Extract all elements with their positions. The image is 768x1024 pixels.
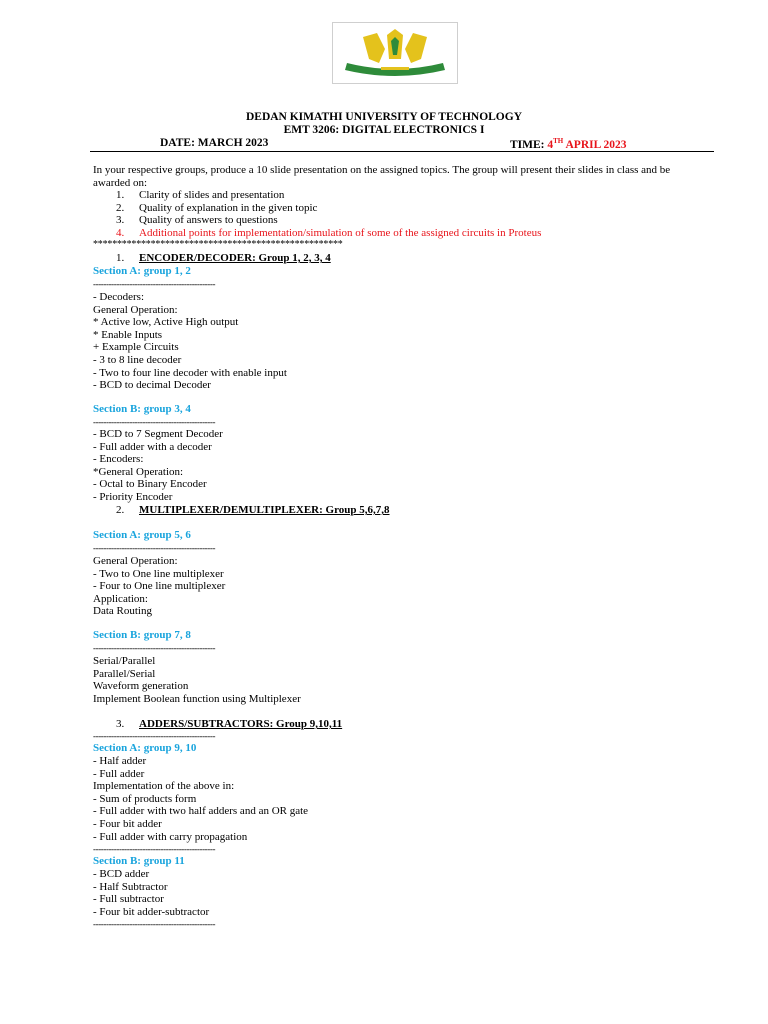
content-line: - Decoders:	[93, 291, 145, 303]
content-line: - 3 to 8 line decoder	[93, 353, 182, 366]
section-title: Section B: group 7, 8	[93, 629, 191, 641]
time-day: 4	[547, 138, 554, 151]
dash-separator: -----------------------------------------------	[93, 643, 216, 653]
section-content	[93, 755, 308, 843]
section-title: Section B: group 11	[93, 855, 185, 867]
content-line: - Four bit adder-subtractor	[93, 905, 210, 918]
instructions-paragraph: In your respective groups, produce a 10 slide presentation on the assigned topics. The group will present their slides in class and be awarded on:	[93, 164, 671, 189]
content-line: * Enable Inputs	[93, 328, 163, 341]
topic-heading-3: 3. ADDERS/SUBTRACTORS: Group 9,10,11	[116, 718, 343, 730]
content-line: - Half Subtractor	[93, 880, 168, 893]
section-title: Section B: group 3, 4	[93, 403, 191, 415]
content-line: - BCD adder	[93, 868, 150, 880]
content-line: - Four to One line multiplexer	[93, 580, 226, 593]
section-title: Section A: group 9, 10	[93, 742, 197, 754]
content-line: - BCD to 7 Segment Decoder	[93, 428, 223, 440]
header-divider	[90, 151, 714, 152]
dash-separator: -----------------------------------------------	[93, 417, 216, 427]
content-line: - Full adder	[93, 767, 145, 780]
topic-heading-2: 2. MULTIPLEXER/DEMULTIPLEXER: Group 5,6,7,8	[116, 504, 390, 516]
criterion-item: 3. Quality of answers to questions	[116, 214, 278, 227]
section-content	[93, 555, 225, 618]
content-line: - Octal to Binary Encoder	[93, 478, 207, 491]
section-content	[93, 291, 287, 392]
university-name: DEDAN KIMATHI UNIVERSITY OF TECHNOLOGY	[245, 111, 523, 123]
dash-separator: -----------------------------------------------	[93, 279, 216, 289]
criterion-item: 1. Clarity of slides and presentation	[116, 189, 285, 201]
criterion-item: 2. Quality of explanation in the given topic	[116, 201, 318, 214]
section-content	[93, 868, 209, 918]
topic-heading-1: 1. ENCODER/DECODER: Group 1, 2, 3, 4	[116, 252, 331, 264]
content-line: - Priority Encoder	[93, 490, 173, 503]
content-line: Parallel/Serial	[93, 667, 156, 680]
content-line: - Four bit adder	[93, 817, 162, 830]
content-line: Data Routing	[93, 605, 152, 618]
content-line: General Operation:	[93, 555, 178, 567]
dash-separator: -----------------------------------------------	[93, 844, 216, 854]
criterion-item-highlight: 4. Additional points for implementation/simulation of some of the assigned circuits in Proteus	[116, 226, 542, 239]
content-line: * Active low, Active High output	[93, 316, 239, 329]
time-ordinal: TH	[553, 137, 564, 145]
star-separator: ****************************************************	[93, 239, 343, 250]
content-line: - Two to One line multiplexer	[93, 567, 224, 580]
content-line: - Full adder with carry propagation	[93, 830, 248, 843]
dash-separator: -----------------------------------------------	[93, 919, 216, 929]
university-crest-logo	[332, 22, 458, 84]
section-title: Section A: group 1, 2	[93, 265, 191, 277]
section-content	[93, 428, 223, 504]
content-line: - BCD to decimal Decoder	[93, 379, 211, 392]
dash-separator: -----------------------------------------------	[93, 543, 216, 553]
content-line: - Full subtractor	[93, 893, 164, 906]
content-line: Application:	[93, 592, 148, 605]
section-title: Section A: group 5, 6	[93, 529, 191, 541]
content-line: Serial/Parallel	[93, 655, 156, 667]
course-title: EMT 3206: DIGITAL ELECTRONICS I	[283, 124, 485, 136]
dash-separator: -----------------------------------------------	[93, 731, 216, 741]
time-line: TIME: 4TH APRIL 2023	[510, 137, 627, 151]
content-line: - Two to four line decoder with enable input	[93, 366, 287, 379]
content-line: *General Operation:	[93, 465, 184, 478]
content-line: - Half adder	[93, 755, 147, 767]
content-line: + Example Circuits	[93, 341, 179, 354]
content-line: Implement Boolean function using Multiplexer	[93, 692, 301, 705]
date-line: DATE: MARCH 2023	[160, 137, 269, 149]
content-line: Waveform generation	[93, 680, 189, 693]
content-line: Implementation of the above in:	[93, 780, 235, 793]
content-line: - Full adder with a decoder	[93, 440, 212, 453]
time-month-year: APRIL 2023	[563, 138, 627, 151]
content-line: General Operation:	[93, 303, 178, 316]
section-content	[93, 655, 301, 705]
content-line: - Full adder with two half adders and an OR gate	[93, 805, 309, 818]
content-line: - Sum of products form	[93, 792, 197, 805]
content-line: - Encoders:	[93, 453, 144, 466]
